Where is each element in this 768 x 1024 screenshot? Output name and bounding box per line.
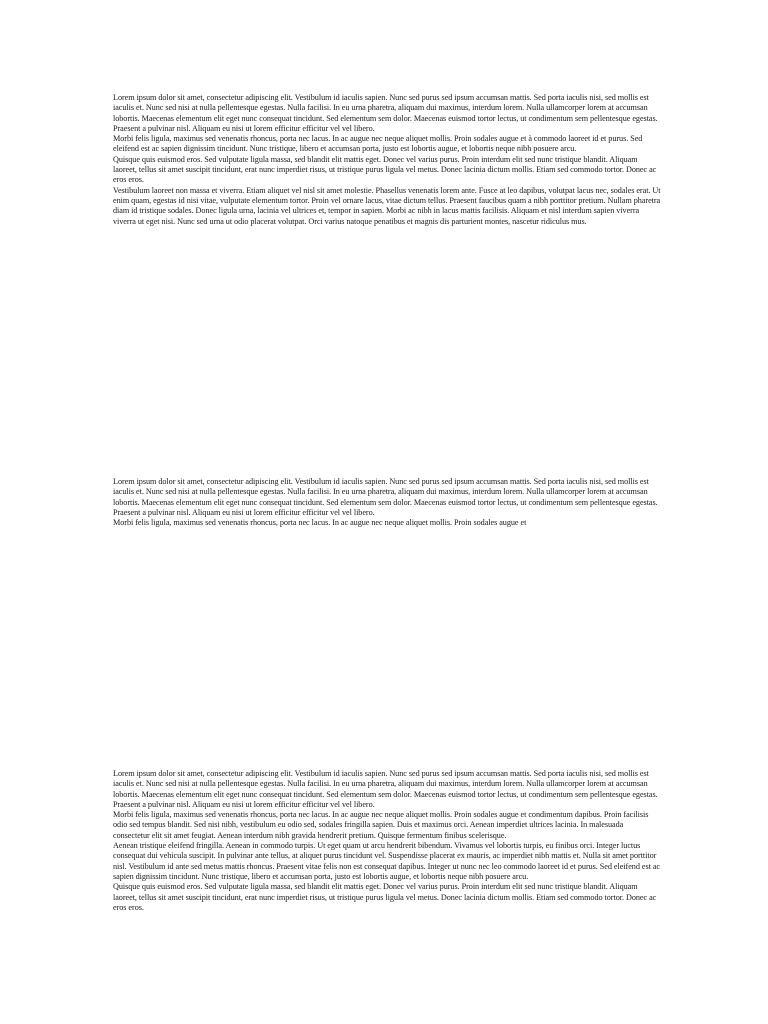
paragraph: Lorem ipsum dolor sit amet, consectetur adipiscing elit. Vestibulum id iaculis sapien. Nunc sed purus sed ipsum accumsan mattis. Sed porta iaculis nisi, sed mollis est iaculis et. Nunc sed nisi at nulla pellentesque egestas. Nulla facilisi. In eu urna pharetra, aliquam dui maximus, interdum lorem. Nulla ullamcorper lorem at accumsan lobortis. Maecenas elementum elit eget nunc consequat tincidunt. Sed elementum sem dolor. Maecenas euismod tortor lectus, ut condimentum sem pellentesque egestas. Praesent a pulvinar nisl. Aliquam eu nisi ut lorem efficitur efficitur vel vel libero. — [113, 769, 658, 809]
paragraph: Morbi felis ligula, maximus sed venenatis rhoncus, porta nec lacus. In ac augue nec neque aliquet mollis. Proin sodales augue et — [113, 518, 527, 528]
paragraph: Morbi felis ligula, maximus sed venenatis rhoncus, porta nec lacus. In ac augue nec neque aliquet mollis. Proin sodales augue et condimentum dapibus. Proin facilisis odio sed tempus blandit. Sed nisi nibh, vestibulum eu odio sed, sodales fringilla sapien. Duis et maximus orci. Aenean imperdiet ultrices lacinia. In malesuada consectetur elit sit amet feugiat. Aenean interdum nibh gravida hendrerit pretium. Quisque fermentum finibus scelerisque. — [113, 810, 649, 840]
text-block-2 — [113, 477, 661, 528]
text-block-3 — [113, 769, 661, 913]
paragraph: Quisque quis euismod eros. Sed vulputate ligula massa, sed blandit elit mattis eget. Donec vel varius purus. Proin interdum elit sed nunc tristique blandit. Aliquam laoreet, tellus sit amet suscipit tincidunt, erat nunc imperdiet risus, ut tristique purus ligula vel metus. Donec lacinia dictum mollis. Etiam sed commodo tortor. Donec ac eros eros. — [113, 154, 657, 185]
paragraph: Lorem ipsum dolor sit amet, consectetur adipiscing elit. Vestibulum id iaculis sapien. Nunc sed purus sed ipsum accumsan mattis. Sed porta iaculis nisi, sed mollis est iaculis et. Nunc sed nisi at nulla pellentesque egestas. Nulla facilisi. In eu urna pharetra, aliquam dui maximus, interdum lorem. Nulla ullamcorper lorem at accumsan lobortis. Maecenas elementum elit eget nunc consequat tincidunt. Sed elementum sem dolor. Maecenas euismod tortor lectus, ut condimentum sem pellentesque egestas. Praesent a pulvinar nisl. Aliquam eu nisi ut lorem efficitur efficitur vel vel libero. — [113, 477, 658, 517]
paragraph: Lorem ipsum dolor sit amet, consectetur adipiscing elit. Vestibulum id iaculis sapien. Nunc sed purus sed ipsum accumsan mattis. Sed porta iaculis nisi, sed mollis est iaculis et. Nunc sed nisi at nulla pellentesque egestas. Nulla facilisi. In eu urna pharetra, aliquam dui maximus, interdum lorem. Nulla ullamcorper lorem at accumsan lobortis. Maecenas elementum elit eget nunc consequat tincidunt. Sed elementum sem dolor. Maecenas euismod tortor lectus, ut condimentum sem pellentesque egestas. Praesent a pulvinar nisl. Aliquam eu nisi ut lorem efficitur efficitur vel vel libero. — [113, 93, 658, 133]
text-block-1 — [113, 93, 661, 227]
paragraph: Quisque quis euismod eros. Sed vulputate ligula massa, sed blandit elit mattis eget. Donec vel varius purus. Proin interdum elit sed nunc tristique blandit. Aliquam laoreet, tellus sit amet suscipit tincidunt, erat nunc imperdiet risus, ut tristique purus ligula vel metus. Donec lacinia dictum mollis. Etiam sed commodo tortor. Donec ac eros eros. — [113, 882, 657, 912]
paragraph: Morbi felis ligula, maximus sed venenatis rhoncus, porta nec lacus. In ac augue nec neque aliquet mollis. Proin sodales augue et à commodo laoreet id et purus. Sed eleifend est ac sapien dignissim tincidunt. Nunc tristique, libero et accumsan porta, justo est lobortis augue, et lobortis neque nibh posuere arcu. — [113, 134, 643, 154]
paragraph: Aenean tristique eleifend fringilla. Aenean in commodo turpis. Ut eget quam ut arcu hendrerit bibendum. Vivamus vel lobortis turpis, eu finibus orci. Integer luctus consequat dui vehicula suscipit. In pulvinar ante tellus, at aliquet purus tincidunt vel. Suspendisse placerat ex mauris, ac imperdiet nibh mattis et. Nulla sit amet porttitor nisl. Vestibulum id ante sed metus mattis rhoncus. Praesent vitae felis non est consequat dapibus. Integer ut nunc nec leo commodo laoreet id et purus. Sed eleifend est ac sapien dignissim tincidunt. Nunc tristique, libero et accumsan porta, justo est lobortis augue, et lobortis neque nibh posuere arcu. — [113, 841, 661, 881]
paragraph: Vestibulum laoreet non massa et viverra. Etiam aliquet vel nisl sit amet molestie. Phasellus venenatis lorem ante. Fusce at leo dapibus, volutpat lacus nec, sodales erat. Ut enim quam, egestas id nisi vitae, vulputate elementum tortor. Proin vel ornare lacus, vitae dictum tellus. Praesent faucibus quam a nibh porttitor pretium. Nullam pharetra diam id tristique sodales. Donec ligula urna, lacinia vel ultrices et, tempor in sapien. Morbi ac nibh in lacus mattis facilisis. Aliquam et nisl interdum sapien viverra viverra ut eget nisi. Nunc sed urna ut odio placerat volutpat. Orci varius natoque penatibus et magnis dis parturient montes, nascetur ridiculus mus. — [113, 185, 661, 226]
